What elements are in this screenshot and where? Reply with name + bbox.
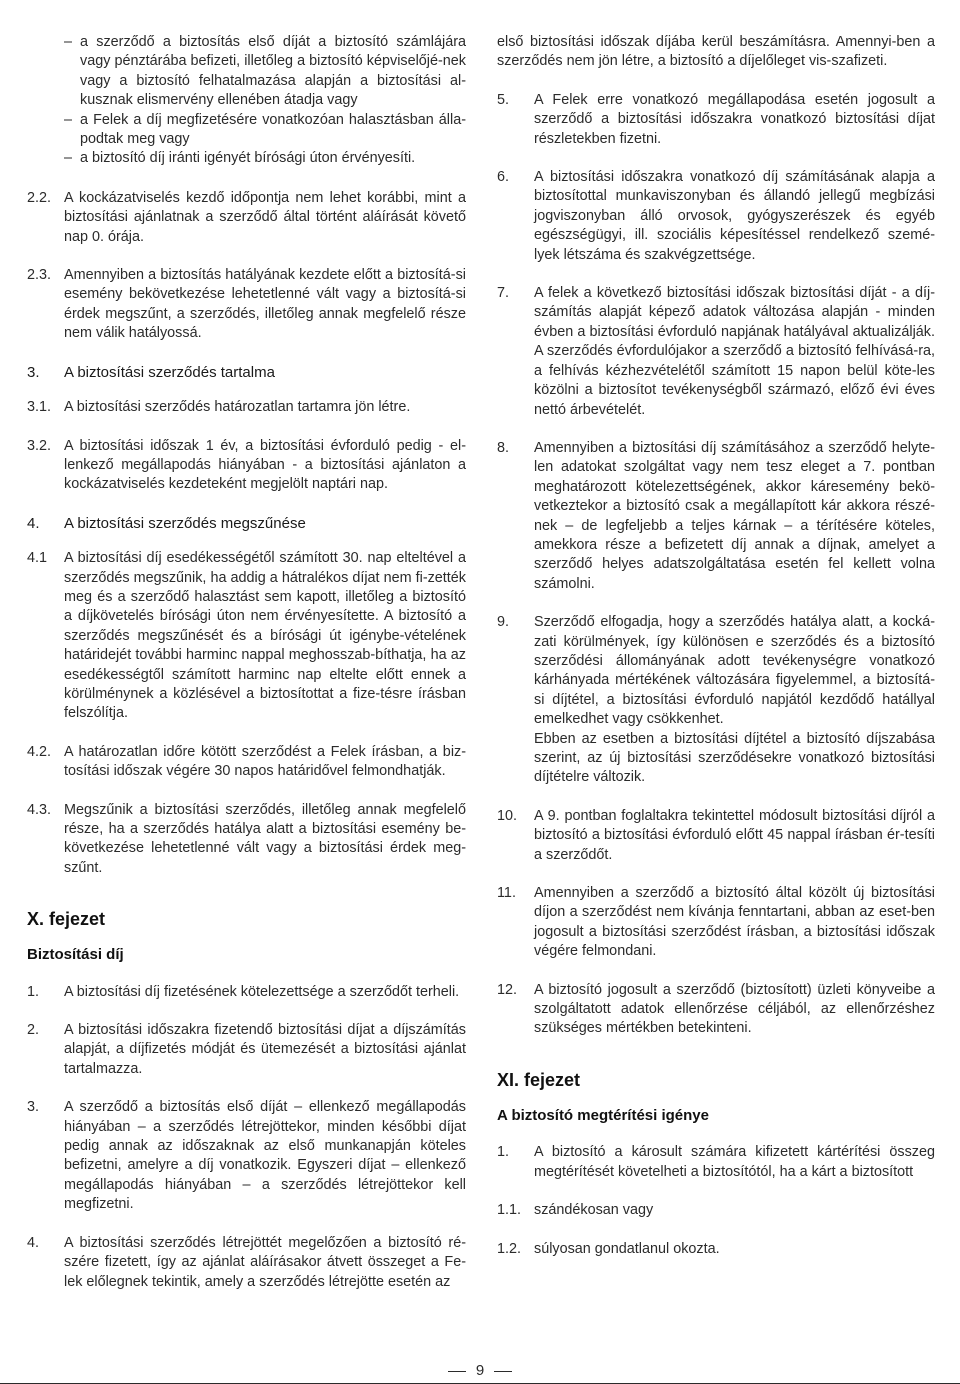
clause-number: 4.3. [27, 801, 52, 818]
continuation-text: első biztosítási időszak díjába kerül beszámításra. Amennyi-ben a szerződés nem jön létre, a biztosító a díjelőleget vis-szafizeti. [497, 34, 935, 70]
clause-text: A biztosító a károsult számára kifizetett kártérítési összeg megtérítését követelheti a biztosítótól, ha a kárt a biztosított [534, 1144, 935, 1180]
clause-text: súlyosan gondatlanul okozta. [534, 1240, 720, 1257]
clause-number: 8. [497, 439, 510, 456]
clause-text: A biztosítási szerződés létrejöttét megelőzően a biztosító ré-szére fizetett, így az ajánlat aláírásakor átvett összeget a Fe-lek előlegnek tekintik, amely a szerződés létrejötte esetén az [64, 1234, 466, 1290]
clause-number: 6. [497, 169, 510, 186]
clause-number: 4. [27, 1234, 40, 1251]
chapter-title: X. fejezet [27, 909, 106, 930]
payment-clause-2 [27, 1021, 466, 1079]
clause-text: A határozatlan időre kötött szerződést a Felek írásban, a biz-tosítási időszak végére 30 napos határidővel felmondhatják. [64, 743, 466, 780]
clause-number: 2. [27, 1022, 40, 1039]
clause-number: 2.3. [27, 267, 52, 284]
clause-text: A felek a következő biztosítási időszak biztosítási díját - a díj-számítás alapját képező adatok változása alapján - minden évben a biztosítási évforduló napjának hatályával aktualizálják. A szerződés évfordulójakor a szerződő a biztosító felhívásá-ra, a felhívás kézhezvételétől számított 15 napon belül köte-les közölni a biztosítot tevékenységből származó, előző évi éves nettó árbevételét. [534, 285, 935, 418]
clause-text: A biztosítási időszak 1 év, a biztosítási évforduló pedig - el-lenkező megállapodás hiányában - a biztosítási ajánlaton a kockázatviselés kezdeteként megjelölt naptári nap. [64, 437, 466, 493]
clause-2-2 [27, 189, 466, 247]
section-number: 4. [27, 514, 40, 532]
clause-text: szándékosan vagy [534, 1202, 654, 1219]
clause-number: 5. [497, 91, 510, 108]
clause-number: 2.2. [27, 189, 52, 206]
clause-number: 4.2. [27, 743, 52, 760]
clause-4-3 [27, 801, 466, 879]
clause-text: Amennyiben a szerződő a biztosító által közölt új biztosítási díjon a szerződést nem kívánja fenntartani, abban az eset-ben jogosult a biztosítási szerződést írásban, a biztosítási időszak végére felmondani. [534, 885, 935, 960]
payment-clause-7 [497, 284, 935, 420]
section-heading-4 [27, 514, 466, 533]
chapter-subtitle: A biztosító megtérítési igénye [497, 1106, 709, 1124]
clause-3-2 [27, 437, 466, 495]
clause-number: 7. [497, 285, 510, 302]
dash-marker: – [64, 111, 73, 128]
clause-number: 10. [497, 807, 518, 824]
clause-number: 1.1. [497, 1202, 522, 1219]
footer-rule-left [448, 1371, 466, 1372]
clause-text: Szerződő elfogadja, hogy a szerződés hatálya alatt, a kocká-zati körülmények, így különösen e szerződés és a biztosító szerződési állományának adott tevékenységre vonatkozó kárhányada mértékének változására figyelemmel, a biztosítá-si díjtétel, a biztosítási évforduló napjától kezdődő hatállyal emelkedhet vagy csökkenhet. [534, 614, 935, 728]
payment-clause-8 [497, 439, 935, 594]
clause-text: Amennyiben a biztosítási díj számításához a szerződő helyte-len adatokat szolgáltat vagy nem tesz eleget a 7. pontban meghatározott kötelezettségének, akkor káresemény bekö-vetkeztekor a biztosító csak a megállapított kár akkora részé-nek ‒ de legfeljebb a teljes kárnak ‒ a térítésére köteles, amekkora része a befizetett díj annak a díjnak, amelyet a szerződő helyes adatszolgáltatása esetén fel kellett volna számolni. [534, 439, 935, 592]
clause-text: A kockázatviselés kezdő időpontja nem lehet korábbi, mint a biztosítási ajánlatnak a szerződő által történt aláírását követő nap 0. órája. [64, 189, 466, 245]
dash-item-text: a biztosító díj iránti igényét bírósági úton érvényesíti. [80, 150, 416, 167]
section-heading-3 [27, 363, 466, 382]
clause-number: 9. [497, 614, 510, 631]
page-number: 9 [475, 1362, 485, 1379]
dash-item [27, 33, 466, 111]
clause-4-2 [27, 743, 466, 782]
page-footer [0, 1362, 960, 1379]
clause-text: A szerződő a biztosítás első díját ‒ ellenkező megállapodás hiányában ‒ a szerződés létrejöttekor, minden későbbi díjat pedig annak az időszaknak az első munkanapján köteles befizetni, amelyre a díj vonatkozik. Egyszeri díjat ‒ ellenkező megállapodás hiányában ‒ a szerződés létrejöttekor kell megfizetni. [64, 1099, 466, 1213]
right-column [497, 33, 935, 1259]
clause-number: 12. [497, 981, 518, 998]
clause-number: 3.1. [27, 399, 52, 416]
section-title: A biztosítási szerződés tartalma [64, 363, 275, 381]
clause-text: A biztosítási időszakra fizetendő biztosítási díjat a díjszámítás alapját, a díjfizetés módját és ütemezését a biztosítási ajánlat tartalmazza. [64, 1022, 466, 1077]
clause-number: 1. [497, 1144, 510, 1161]
clause-number: 11. [497, 885, 516, 902]
payment-clause-9 [497, 613, 935, 788]
clause-number: 1.2. [497, 1240, 522, 1257]
clause-number: 4.1 [27, 550, 48, 567]
recourse-clause-1-1 [497, 1201, 935, 1220]
left-column [27, 33, 466, 1292]
clause-3-1 [27, 398, 466, 417]
dash-item [27, 111, 466, 150]
clause-number: 1. [27, 983, 40, 1000]
clause-text: Megszűnik a biztosítási szerződés, illetőleg annak megfelelő része, ha a szerződés hatálya alatt a biztosítási esemény be-következése lehetetlenné vált vagy a biztosítási érdek meg-szűnt. [64, 801, 466, 876]
clause-2-3 [27, 266, 466, 344]
chapter-title: XI. fejezet [497, 1069, 581, 1090]
chapter-subtitle: Biztosítási díj [27, 946, 124, 964]
clause-text: Amennyiben a biztosítás hatályának kezdete előtt a biztosítá-si esemény bekövetkezése lehetetlenné vált vagy a biztosítá-si érdek megszűnt, a szerződés, illetőleg annak megfelelő része nem válik hatályossá. [64, 267, 466, 342]
dash-item [27, 149, 466, 168]
recourse-clause-1-2 [497, 1240, 935, 1259]
payment-clause-11 [497, 884, 935, 962]
section-title: A biztosítási szerződés megszűnése [64, 514, 306, 532]
dash-marker: – [64, 34, 73, 50]
payment-clause-3 [27, 1098, 466, 1214]
payment-clause-10 [497, 807, 935, 865]
payment-clause-5 [497, 91, 935, 149]
dash-marker: – [64, 150, 73, 167]
clause-text: A biztosító jogosult a szerződő (biztosított) üzleti könyveibe a szolgáltatott adatok ellenőrzése céljából, az ellenőrzéshez szükséges mértékben betekinteni. [534, 981, 935, 1037]
clause-text-continued: Ebben az esetben a biztosítási díjtétel a biztosító díjszabása szerint, az új biztosítási szerződésekre vonatkozó biztosítási díjtételre változik. [534, 730, 935, 786]
payment-clause-12 [497, 981, 935, 1039]
section-number: 3. [27, 363, 40, 381]
recourse-clause-1 [497, 1143, 935, 1182]
clause-4-1 [27, 549, 466, 724]
clause-text: A biztosítási díj fizetésének kötelezettsége a szerződőt terheli. [64, 983, 460, 1000]
clause-number: 3. [27, 1099, 40, 1116]
clause-text: A biztosítási díj esedékességétől számított 30. nap elteltével a szerződés megszűnik, ha addig a hátralékos díjat nem fi-zették meg és a szerződő halasztást sem kapott, illetőleg a biztosító a díjkövetelés bírósági úton nem érvényesítette. A biztosító a szerződés megszűnését és a bírósági út igénybe-vételének határidejét további harminc nappal meghosszab-bíthatja, ha az esedékességtől számított harminc nap eltelte előtt ennek a körülménynek a közlésével a biztosítottat a fize-tésre írásban felszólítja. [64, 550, 466, 722]
footer-rule-right [494, 1371, 512, 1372]
clause-text: A biztosítási szerződés határozatlan tartamra jön létre. [64, 399, 411, 416]
clause-text: A Felek erre vonatkozó megállapodása esetén jogosult a szerződő a biztosítási időszakra vonatkozó biztosítási díjat részletekben fizetni. [534, 91, 935, 147]
payment-clause-4 [27, 1234, 466, 1292]
clause-text: A 9. pontban foglaltakra tekintettel módosult biztosítási díjról a biztosító a biztosítási évforduló előtt 45 nappal írásban ér-tesíti a szerződőt. [534, 807, 935, 863]
dash-item-text: a szerződő a biztosítás első díját a biztosító számlájára vagy pénztárába befizeti, illetőleg a biztosító képviselőjé-nek vagy a biztosító felhatalmazása alapján a biztosítási al-kusznak elismervény ellenében átadja vagy [80, 34, 466, 109]
clause-text: A biztosítási időszakra vonatkozó díj számításának alapja a biztosítottal munkaviszonyban és állandó jellegű megbízási jogviszonyban álló orvosok, gyógyszerészek és egyéb egészségügyi, ill. szociális képesítéssel rendelkező szemé-lyek létszáma és szakvégzettsége. [534, 169, 935, 263]
dash-item-text: a Felek a díj megfizetésére vonatkozóan halasztásban álla-podtak meg vagy [80, 111, 466, 148]
clause-number: 3.2. [27, 437, 52, 454]
payment-clause-1 [27, 983, 466, 1002]
payment-clause-6 [497, 168, 935, 265]
